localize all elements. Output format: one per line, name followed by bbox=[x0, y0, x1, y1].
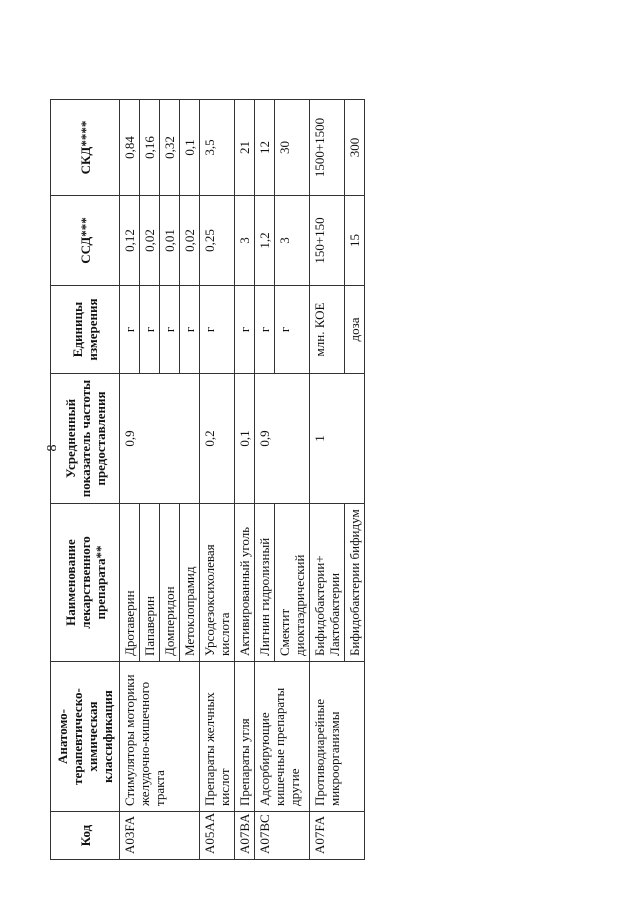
rotated-table-container bbox=[50, 100, 560, 860]
page-number: 8 bbox=[45, 444, 60, 452]
table-row bbox=[200, 100, 235, 860]
group-code: A03FA bbox=[120, 812, 200, 860]
drug-ssd: 0,02 bbox=[140, 196, 160, 286]
group-freq: 0,2 bbox=[200, 374, 235, 504]
header-drug: Наименование лекарственного препарата** bbox=[51, 504, 120, 662]
table-row bbox=[310, 100, 345, 860]
drug-skd: 3,5 bbox=[200, 100, 235, 196]
header-row bbox=[51, 100, 120, 860]
header-atc: Анатомо-терапевтическо-химическая классификация bbox=[51, 662, 120, 812]
drug-ssd: 0,01 bbox=[160, 196, 180, 286]
drug-skd: 12 bbox=[255, 100, 275, 196]
group-freq: 0,1 bbox=[235, 374, 255, 504]
header-skd: СКД**** bbox=[51, 100, 120, 196]
table-row bbox=[120, 100, 140, 860]
drug-name: Смектит диоктаэдрический bbox=[275, 504, 310, 662]
group-atc: Стимуляторы моторики желудочно-кишечного тракта bbox=[120, 662, 200, 812]
drug-unit: г bbox=[140, 286, 160, 374]
group-code: A07FA bbox=[310, 812, 365, 860]
drug-ssd: 15 bbox=[345, 196, 365, 286]
table-row bbox=[235, 100, 255, 860]
drug-skd: 300 bbox=[345, 100, 365, 196]
group-code: A05AA bbox=[200, 812, 235, 860]
drug-ssd: 1,2 bbox=[255, 196, 275, 286]
drug-name: Лигнин гидролизный bbox=[255, 504, 275, 662]
drug-unit: г bbox=[255, 286, 275, 374]
drug-name: Бифидобактерии+ Лактобактерии bbox=[310, 504, 345, 662]
drug-name: Дротаверин bbox=[120, 504, 140, 662]
group-atc: Препараты угля bbox=[235, 662, 255, 812]
drug-skd: 0,1 bbox=[180, 100, 200, 196]
group-atc: Препараты желчных кислот bbox=[200, 662, 235, 812]
drug-unit: млн. КОЕ bbox=[310, 286, 345, 374]
drug-unit: г bbox=[180, 286, 200, 374]
header-freq: Усредненный показатель частоты предоставления bbox=[51, 374, 120, 504]
group-freq: 0,9 bbox=[255, 374, 310, 504]
group-freq: 0,9 bbox=[120, 374, 200, 504]
drug-ssd: 150+150 bbox=[310, 196, 345, 286]
drug-name: Метоклопрамид bbox=[180, 504, 200, 662]
drug-skd: 0,84 bbox=[120, 100, 140, 196]
group-atc: Адсорбирующие кишечные препараты другие bbox=[255, 662, 310, 812]
drug-unit: доза bbox=[345, 286, 365, 374]
header-ssd: ССД*** bbox=[51, 196, 120, 286]
header-code: Код bbox=[51, 812, 120, 860]
drug-skd: 0,32 bbox=[160, 100, 180, 196]
drug-name: Активированный уголь bbox=[235, 504, 255, 662]
drug-unit: г bbox=[120, 286, 140, 374]
group-atc: Противодиарейные микроорганизмы bbox=[310, 662, 365, 812]
drug-unit: г bbox=[275, 286, 310, 374]
drug-name: Урсодезоксихолевая кислота bbox=[200, 504, 235, 662]
drug-table bbox=[50, 99, 365, 860]
drug-ssd: 0,25 bbox=[200, 196, 235, 286]
drug-skd: 0,16 bbox=[140, 100, 160, 196]
drug-name: Домперидон bbox=[160, 504, 180, 662]
group-freq: 1 bbox=[310, 374, 365, 504]
group-code: A07BA bbox=[235, 812, 255, 860]
drug-name: Папаверин bbox=[140, 504, 160, 662]
drug-skd: 30 bbox=[275, 100, 310, 196]
drug-skd: 1500+1500 bbox=[310, 100, 345, 196]
header-unit: Единицы измерения bbox=[51, 286, 120, 374]
table-row bbox=[255, 100, 275, 860]
drug-name: Бифидобактерии бифидум bbox=[345, 504, 365, 662]
group-code: A07BC bbox=[255, 812, 310, 860]
drug-ssd: 0,02 bbox=[180, 196, 200, 286]
drug-skd: 21 bbox=[235, 100, 255, 196]
drug-unit: г bbox=[200, 286, 235, 374]
drug-ssd: 3 bbox=[235, 196, 255, 286]
drug-unit: г bbox=[160, 286, 180, 374]
drug-ssd: 3 bbox=[275, 196, 310, 286]
drug-ssd: 0,12 bbox=[120, 196, 140, 286]
drug-unit: г bbox=[235, 286, 255, 374]
